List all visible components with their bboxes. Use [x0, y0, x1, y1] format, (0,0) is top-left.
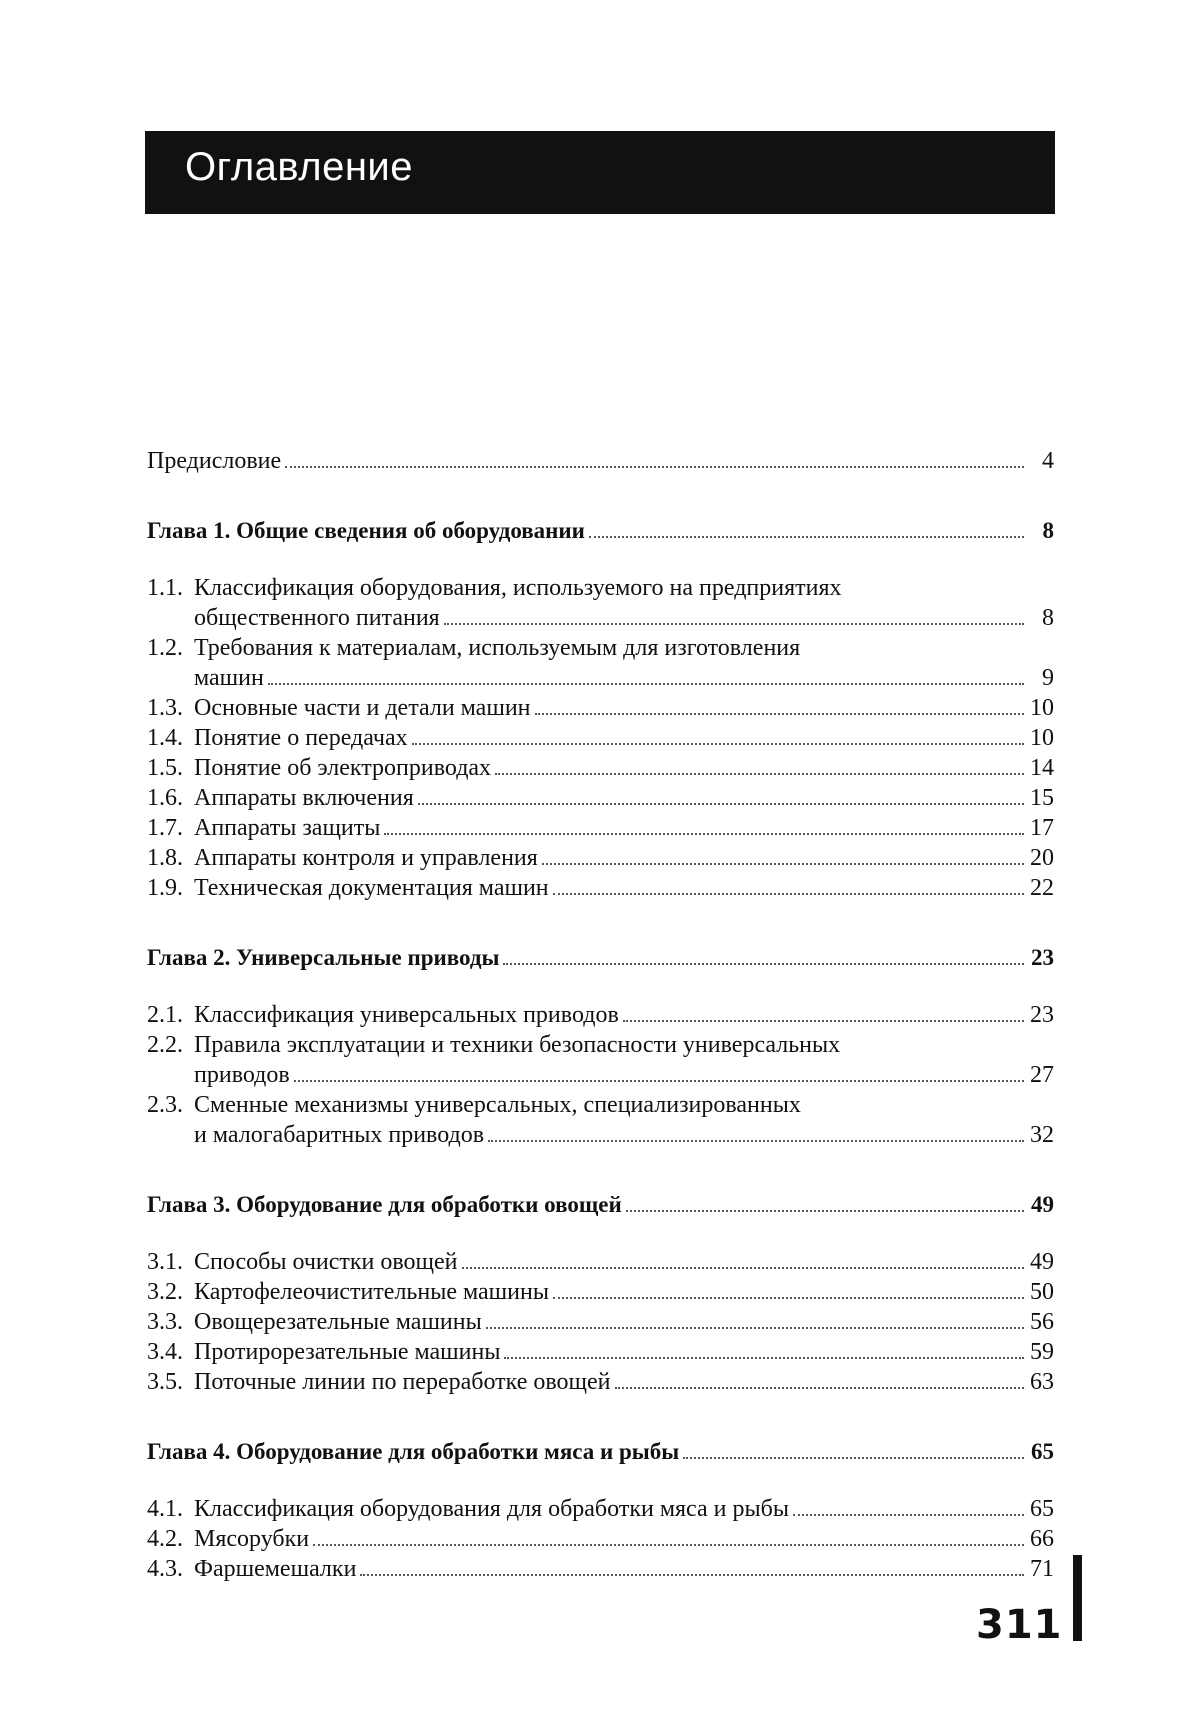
toc-entry-text: Поточные линии по переработке овощей	[194, 1369, 611, 1395]
toc-entry-text: Способы очистки овощей	[194, 1249, 458, 1275]
toc-entry-text-cont: и малогабаритных приводов	[194, 1122, 485, 1148]
toc-chapter-3[interactable]	[147, 1190, 1054, 1220]
toc-entry-preface[interactable]	[147, 446, 1054, 476]
toc-entry-page: 10	[1030, 695, 1054, 721]
toc-entry-text: Предисловие	[147, 448, 282, 474]
toc-entry-text: Понятие о передачах	[194, 725, 408, 751]
dot-leader	[623, 1020, 1024, 1022]
toc-entry-number: 1.7.	[147, 815, 183, 841]
toc-entry-page: 49	[1030, 1249, 1054, 1275]
toc-chapter-4[interactable]	[147, 1437, 1054, 1467]
toc-entry-page: 32	[1030, 1122, 1054, 1148]
toc-entry-text: Сменные механизмы универсальных, специализированных	[194, 1092, 801, 1118]
toc-entry-1-6[interactable]	[147, 783, 1054, 813]
toc-entry-text: Фаршемешалки	[194, 1556, 357, 1582]
dot-leader	[488, 1140, 1024, 1142]
toc-entry-number: 1.2.	[147, 635, 183, 661]
dot-leader	[553, 893, 1024, 895]
toc-entry-page: 56	[1030, 1309, 1054, 1335]
dot-leader	[615, 1387, 1025, 1389]
toc-entry-number: 4.2.	[147, 1526, 183, 1552]
toc-entry-1-8[interactable]	[147, 843, 1054, 873]
chapter-title: Глава 4. Оборудование для обработки мяса и рыбы	[147, 1439, 680, 1464]
dot-leader	[589, 536, 1024, 538]
toc-entry-3-5[interactable]	[147, 1367, 1054, 1397]
toc-entry-3-1[interactable]	[147, 1247, 1054, 1277]
toc-entry-number: 3.1.	[147, 1249, 183, 1275]
page-edge-rule	[1073, 1555, 1082, 1641]
dot-leader	[503, 963, 1024, 965]
toc-entry-page: 15	[1030, 785, 1054, 811]
toc-entry-text: Овощерезательные машины	[194, 1309, 482, 1335]
toc-entry-1-4[interactable]	[147, 723, 1054, 753]
chapter-page: 65	[1031, 1439, 1054, 1464]
toc-entry-page: 50	[1030, 1279, 1054, 1305]
dot-leader	[268, 683, 1024, 685]
toc-entry-number: 4.3.	[147, 1556, 183, 1582]
toc-entry-text: Мясорубки	[194, 1526, 310, 1552]
toc-entry-page: 9	[1042, 665, 1054, 691]
dot-leader	[360, 1574, 1024, 1576]
dot-leader	[462, 1267, 1024, 1269]
dot-leader	[294, 1080, 1024, 1082]
toc-chapter-2[interactable]	[147, 943, 1054, 973]
toc-entry-number: 3.3.	[147, 1309, 183, 1335]
toc-entry-number: 3.5.	[147, 1369, 183, 1395]
toc-entry-page: 4	[1042, 448, 1054, 474]
toc-entry-text-cont: машин	[194, 665, 264, 691]
dot-leader	[553, 1297, 1024, 1299]
chapter-page: 49	[1031, 1192, 1054, 1217]
toc-entry-number: 1.3.	[147, 695, 183, 721]
toc-entry-page: 17	[1030, 815, 1054, 841]
dot-leader	[535, 713, 1024, 715]
toc-entry-number: 1.9.	[147, 875, 183, 901]
table-of-contents	[147, 446, 1054, 1584]
toc-entry-text: Основные части и детали машин	[194, 695, 531, 721]
dot-leader	[626, 1210, 1024, 1212]
toc-entry-page: 22	[1030, 875, 1054, 901]
toc-entry-4-3[interactable]	[147, 1554, 1054, 1584]
dot-leader	[542, 863, 1024, 865]
dot-leader	[384, 833, 1024, 835]
toc-entry-number: 2.3.	[147, 1092, 183, 1118]
toc-entry-2-3[interactable]	[147, 1090, 1054, 1150]
toc-entry-number: 4.1.	[147, 1496, 183, 1522]
dot-leader	[313, 1544, 1024, 1546]
toc-entry-text: Аппараты включения	[194, 785, 414, 811]
toc-entry-number: 1.4.	[147, 725, 183, 751]
toc-entry-text: Аппараты контроля и управления	[194, 845, 538, 871]
toc-entry-page: 71	[1030, 1556, 1054, 1582]
toc-entry-text-cont: общественного питания	[194, 605, 440, 631]
toc-entry-number: 2.2.	[147, 1032, 183, 1058]
toc-entry-text: Аппараты защиты	[194, 815, 381, 841]
toc-entry-text: Протирорезательные машины	[194, 1339, 501, 1365]
toc-entry-3-3[interactable]	[147, 1307, 1054, 1337]
toc-entry-text-cont: приводов	[194, 1062, 290, 1088]
toc-entry-number: 2.1.	[147, 1002, 183, 1028]
toc-entry-1-5[interactable]	[147, 753, 1054, 783]
toc-entry-text: Требования к материалам, используемым для изготовления	[194, 635, 801, 661]
title-bar	[145, 131, 1055, 214]
toc-entry-page: 59	[1030, 1339, 1054, 1365]
chapter-page: 23	[1031, 945, 1054, 970]
toc-entry-3-4[interactable]	[147, 1337, 1054, 1367]
toc-entry-text: Картофелеочистительные машины	[194, 1279, 549, 1305]
dot-leader	[683, 1457, 1024, 1459]
chapter-title: Глава 3. Оборудование для обработки овощей	[147, 1192, 622, 1217]
toc-entry-text: Классификация универсальных приводов	[194, 1002, 619, 1028]
toc-entry-page: 27	[1030, 1062, 1054, 1088]
toc-entry-number: 3.4.	[147, 1339, 183, 1365]
toc-entry-4-2[interactable]	[147, 1524, 1054, 1554]
toc-entry-page: 20	[1030, 845, 1054, 871]
dot-leader	[285, 466, 1024, 468]
dot-leader	[504, 1357, 1024, 1359]
toc-entry-page: 8	[1042, 605, 1054, 631]
chapter-title: Глава 2. Универсальные приводы	[147, 945, 500, 970]
toc-entry-number: 1.1.	[147, 575, 183, 601]
toc-entry-page: 65	[1030, 1496, 1054, 1522]
toc-entry-1-1[interactable]	[147, 573, 1054, 633]
toc-entry-1-9[interactable]	[147, 873, 1054, 903]
toc-entry-number: 1.6.	[147, 785, 183, 811]
toc-entry-page: 10	[1030, 725, 1054, 751]
toc-entry-3-2[interactable]	[147, 1277, 1054, 1307]
page-number: 311	[976, 1602, 1063, 1648]
toc-entry-page: 23	[1030, 1002, 1054, 1028]
dot-leader	[495, 773, 1024, 775]
dot-leader	[418, 803, 1024, 805]
toc-entry-number: 1.8.	[147, 845, 183, 871]
toc-entry-text: Классификация оборудования для обработки мяса и рыбы	[194, 1496, 789, 1522]
dot-leader	[412, 743, 1024, 745]
toc-entry-1-3[interactable]	[147, 693, 1054, 723]
toc-entry-text: Правила эксплуатации и техники безопасности универсальных	[194, 1032, 841, 1058]
dot-leader	[486, 1327, 1024, 1329]
toc-entry-text: Классификация оборудования, используемого на предприятиях	[194, 575, 842, 601]
toc-entry-4-1[interactable]	[147, 1494, 1054, 1524]
toc-entry-number: 1.5.	[147, 755, 183, 781]
toc-entry-page: 14	[1030, 755, 1054, 781]
toc-entry-text: Понятие об электроприводах	[194, 755, 492, 781]
page-title: Оглавление	[185, 145, 414, 189]
toc-entry-2-2[interactable]	[147, 1030, 1054, 1090]
toc-chapter-1[interactable]	[147, 516, 1054, 546]
toc-entry-text: Техническая документация машин	[194, 875, 549, 901]
chapter-title: Глава 1. Общие сведения об оборудовании	[147, 518, 585, 543]
dot-leader	[444, 623, 1024, 625]
toc-entry-2-1[interactable]	[147, 1000, 1054, 1030]
dot-leader	[793, 1514, 1024, 1516]
chapter-page: 8	[1042, 518, 1054, 543]
toc-entry-1-2[interactable]	[147, 633, 1054, 693]
toc-entry-page: 63	[1030, 1369, 1054, 1395]
toc-entry-page: 66	[1030, 1526, 1054, 1552]
toc-entry-1-7[interactable]	[147, 813, 1054, 843]
toc-entry-number: 3.2.	[147, 1279, 183, 1305]
